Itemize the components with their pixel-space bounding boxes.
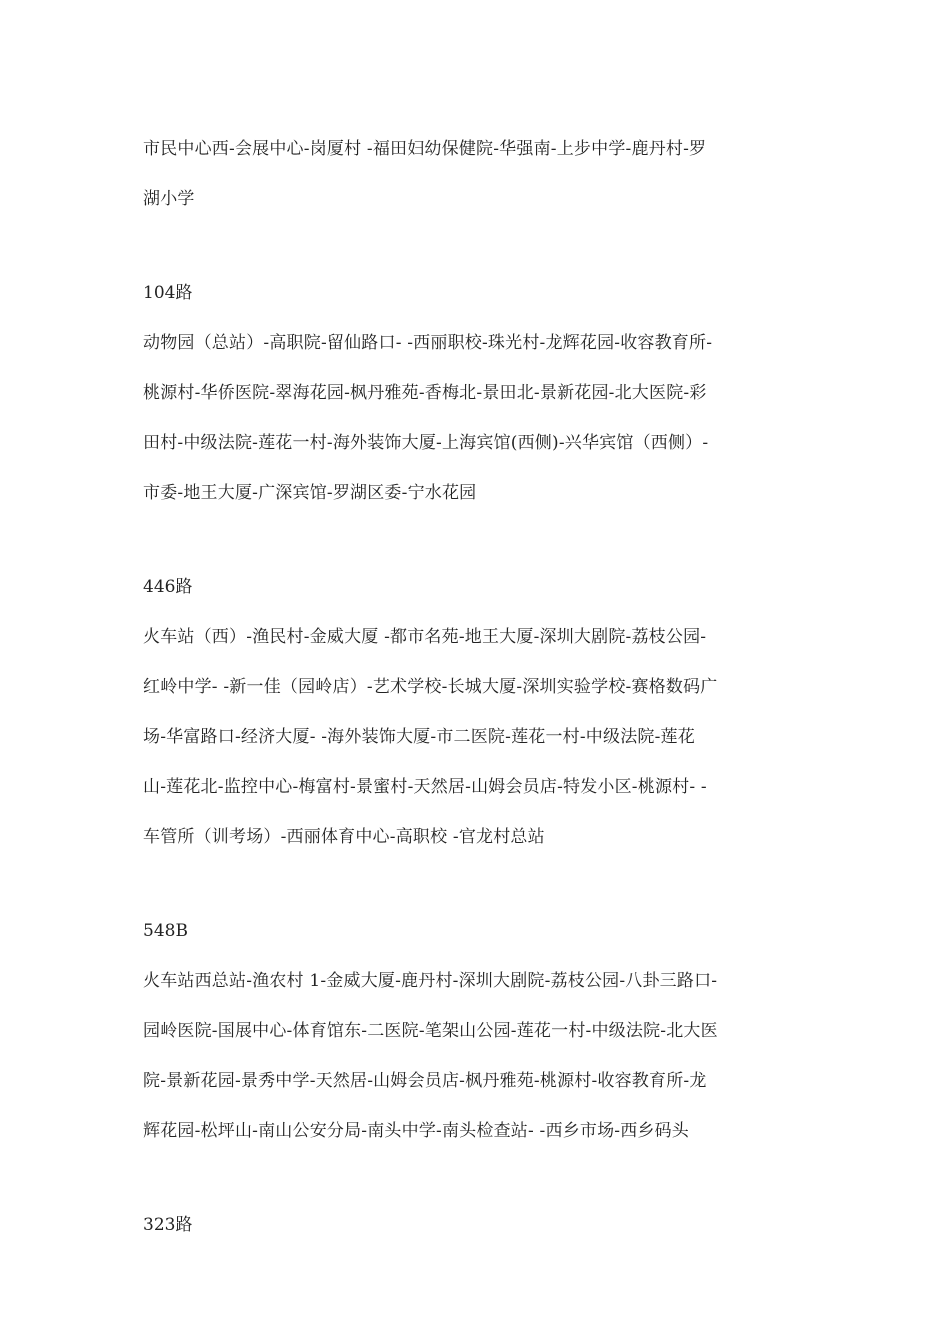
route-heading: 104路 (143, 283, 193, 303)
section-gap (143, 1156, 813, 1200)
route-heading: 323路 (143, 1215, 193, 1235)
section-gap (143, 224, 813, 268)
route-text-line: 田村-中级法院-莲花一村-海外装饰大厦-上海宾馆(西侧)-兴华宾馆（西侧）- (143, 433, 709, 453)
route-text-line: 市委-地王大厦-广深宾馆-罗湖区委-宁水花园 (143, 483, 477, 503)
route-text-line: 火车站（西）-渔民村-金威大厦 -都市名苑-地王大厦-深圳大剧院-荔枝公园- (143, 627, 707, 647)
route-heading: 548B (143, 921, 188, 941)
intro-block (143, 124, 813, 224)
route-section-104 (143, 268, 813, 518)
route-section-446 (143, 562, 813, 862)
route-text-line: 山-莲花北-监控中心-梅富村-景蜜村-天然居-山姆会员店-特发小区-桃源村- - (143, 777, 707, 797)
route-text-line: 桃源村-华侨医院-翠海花园-枫丹雅苑-香梅北-景田北-景新花园-北大医院-彩 (143, 383, 707, 403)
route-section-548b (143, 906, 813, 1156)
route-heading: 446路 (143, 577, 193, 597)
route-text-line: 市民中心西-会展中心-岗厦村 -福田妇幼保健院-华强南-上步中学-鹿丹村-罗 (143, 139, 707, 159)
route-text-line: 动物园（总站）-高职院-留仙路口- -西丽职校-珠光村-龙辉花园-收容教育所- (143, 333, 713, 353)
route-section-323 (143, 1200, 813, 1250)
route-text-line: 院-景新花园-景秀中学-天然居-山姆会员店-枫丹雅苑-桃源村-收容教育所-龙 (143, 1071, 707, 1091)
route-text-line: 湖小学 (143, 189, 195, 209)
document-page (143, 124, 813, 1250)
route-text-line: 场-华富路口-经济大厦- -海外装饰大厦-市二医院-莲花一村-中级法院-莲花 (143, 727, 695, 747)
section-gap (143, 518, 813, 562)
route-text-line: 辉花园-松坪山-南山公安分局-南头中学-南头检查站- -西乡市场-西乡码头 (143, 1121, 690, 1141)
route-text-line: 园岭医院-国展中心-体育馆东-二医院-笔架山公园-莲花一村-中级法院-北大医 (143, 1021, 718, 1041)
route-text-line: 车管所（训考场）-西丽体育中心-高职校 -官龙村总站 (143, 827, 545, 847)
route-text-line: 火车站西总站-渔农村 1-金威大厦-鹿丹村-深圳大剧院-荔枝公园-八卦三路口- (143, 971, 718, 991)
section-gap (143, 862, 813, 906)
route-text-line: 红岭中学- -新一佳（园岭店）-艺术学校-长城大厦-深圳实验学校-赛格数码广 (143, 677, 718, 697)
